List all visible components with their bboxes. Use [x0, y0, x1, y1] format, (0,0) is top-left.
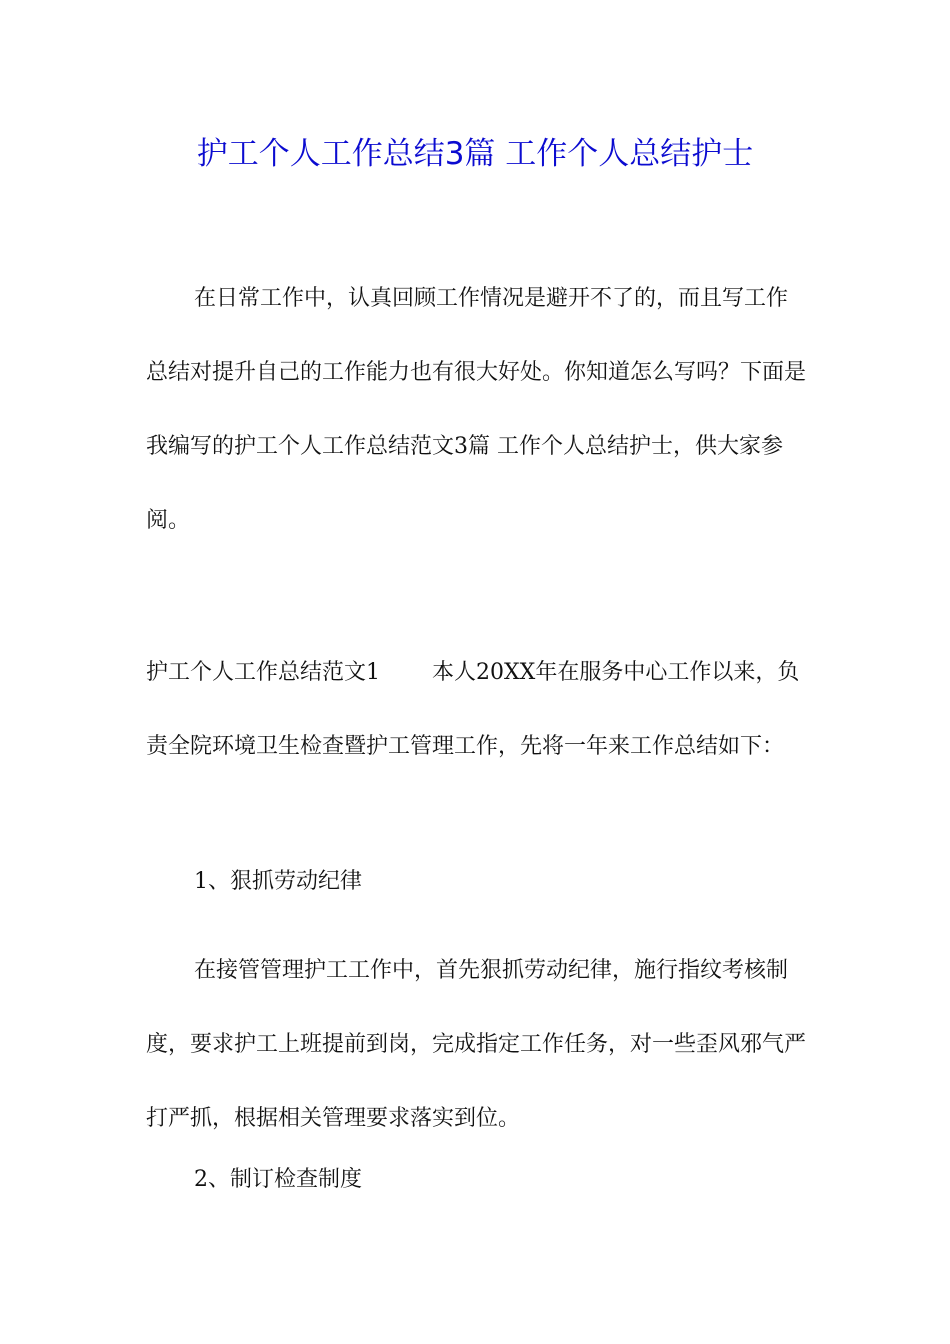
section1-heading: 护工个人工作总结范文1	[146, 660, 380, 685]
section1-text: 本人20XX年在服务中心工作以来，负责全院环境卫生检查暨护工管理工作，先将一年来工作总结如下：	[146, 660, 800, 759]
section1-paragraph	[146, 636, 806, 784]
item1-heading: 1、狠抓劳动纪律	[194, 869, 362, 894]
item1-paragraph: 在接管管理护工工作中，首先狠抓劳动纪律，施行指纹考核制度，要求护工上班提前到岗，完成指定工作任务，对一些歪风邪气严打严抓，根据相关管理要求落实到位。	[146, 958, 807, 1131]
item2-heading: 2、制订检查制度	[194, 1167, 362, 1192]
document-title: 护工个人工作总结3篇 工作个人总结护士	[196, 136, 754, 172]
intro-paragraph: 在日常工作中，认真回顾工作情况是避开不了的，而且写工作总结对提升自己的工作能力也有很大好处。你知道怎么写吗？下面是我编写的护工个人工作总结范文3篇 工作个人总结护士，供大家参阅。	[146, 286, 807, 533]
